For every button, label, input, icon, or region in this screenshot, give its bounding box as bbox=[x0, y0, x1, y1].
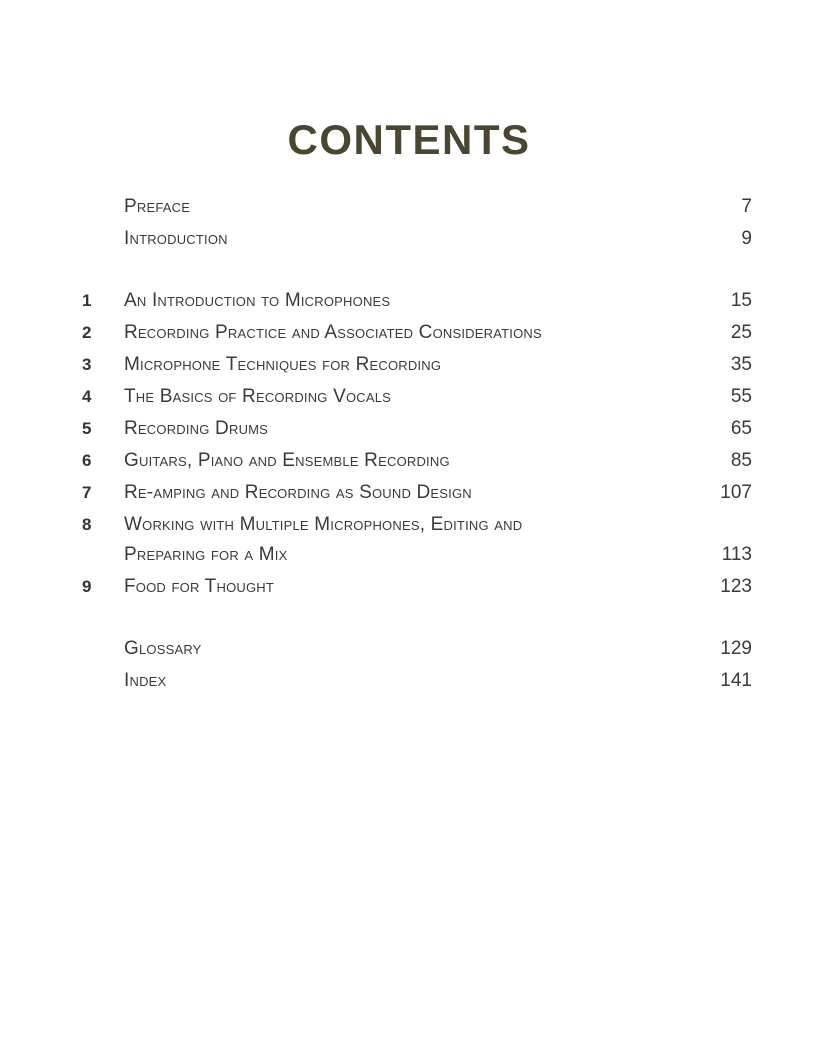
entry-page-number: 85 bbox=[730, 450, 752, 471]
section-spacer bbox=[78, 608, 758, 638]
section-spacer bbox=[78, 260, 758, 290]
toc-entry-chapter-1[interactable] bbox=[78, 290, 758, 322]
toc-entry-chapter-8-continued[interactable] bbox=[78, 544, 758, 576]
toc-entry-chapter-5[interactable] bbox=[78, 418, 758, 450]
entry-label: Preface bbox=[124, 196, 191, 217]
toc-entry-chapter-3[interactable] bbox=[78, 354, 758, 386]
entry-label: Microphone Techniques for Recording bbox=[124, 354, 442, 375]
entry-number: 4 bbox=[82, 387, 92, 406]
entry-page-number: 15 bbox=[730, 290, 752, 311]
entry-page-number: 113 bbox=[721, 544, 752, 565]
toc-entry-chapter-6[interactable] bbox=[78, 450, 758, 482]
entry-label: An Introduction to Microphones bbox=[124, 290, 391, 311]
entry-page-number: 55 bbox=[730, 386, 752, 407]
toc-entry-preface[interactable] bbox=[78, 196, 758, 228]
entry-number: 8 bbox=[82, 515, 92, 534]
entry-page-number: 9 bbox=[741, 228, 752, 249]
entry-page-number: 141 bbox=[720, 670, 752, 691]
entry-label: The Basics of Recording Vocals bbox=[124, 386, 392, 407]
toc-entry-glossary[interactable] bbox=[78, 638, 758, 670]
page-title: CONTENTS bbox=[287, 116, 531, 163]
entry-label: Working with Multiple Microphones, Editing and bbox=[124, 514, 523, 535]
entry-label: Recording Drums bbox=[124, 418, 269, 439]
entry-page-number: 107 bbox=[720, 482, 752, 503]
toc-list bbox=[78, 196, 758, 702]
entry-number: 2 bbox=[82, 323, 92, 342]
entry-page-number: 123 bbox=[720, 576, 752, 597]
entry-label: Re-amping and Recording as Sound Design bbox=[124, 482, 472, 503]
toc-entry-chapter-9[interactable] bbox=[78, 576, 758, 608]
entry-page-number: 7 bbox=[741, 196, 752, 217]
entry-label: Glossary bbox=[124, 638, 202, 659]
toc-entry-chapter-7[interactable] bbox=[78, 482, 758, 514]
entry-number: 7 bbox=[82, 483, 92, 502]
entry-label-continued: Preparing for a Mix bbox=[124, 544, 288, 565]
entry-number: 6 bbox=[82, 451, 92, 470]
entry-page-number: 25 bbox=[730, 322, 752, 343]
entry-number: 1 bbox=[82, 291, 92, 310]
toc-entry-chapter-4[interactable] bbox=[78, 386, 758, 418]
toc-entry-introduction[interactable] bbox=[78, 228, 758, 260]
entry-label: Food for Thought bbox=[124, 576, 275, 597]
entry-label: Index bbox=[124, 670, 167, 691]
entry-page-number: 65 bbox=[730, 418, 752, 439]
toc-entry-chapter-2[interactable] bbox=[78, 322, 758, 354]
toc-entry-index[interactable] bbox=[78, 670, 758, 702]
toc-entry-chapter-8[interactable] bbox=[78, 514, 758, 544]
entry-page-number: 129 bbox=[720, 638, 752, 659]
entry-number: 9 bbox=[82, 577, 92, 596]
entry-number: 5 bbox=[82, 419, 92, 438]
entry-label: Recording Practice and Associated Considerations bbox=[124, 322, 542, 343]
entry-number: 3 bbox=[82, 355, 92, 374]
entry-label: Introduction bbox=[124, 228, 228, 249]
entry-page-number: 35 bbox=[730, 354, 752, 375]
entry-label: Guitars, Piano and Ensemble Recording bbox=[124, 450, 450, 471]
